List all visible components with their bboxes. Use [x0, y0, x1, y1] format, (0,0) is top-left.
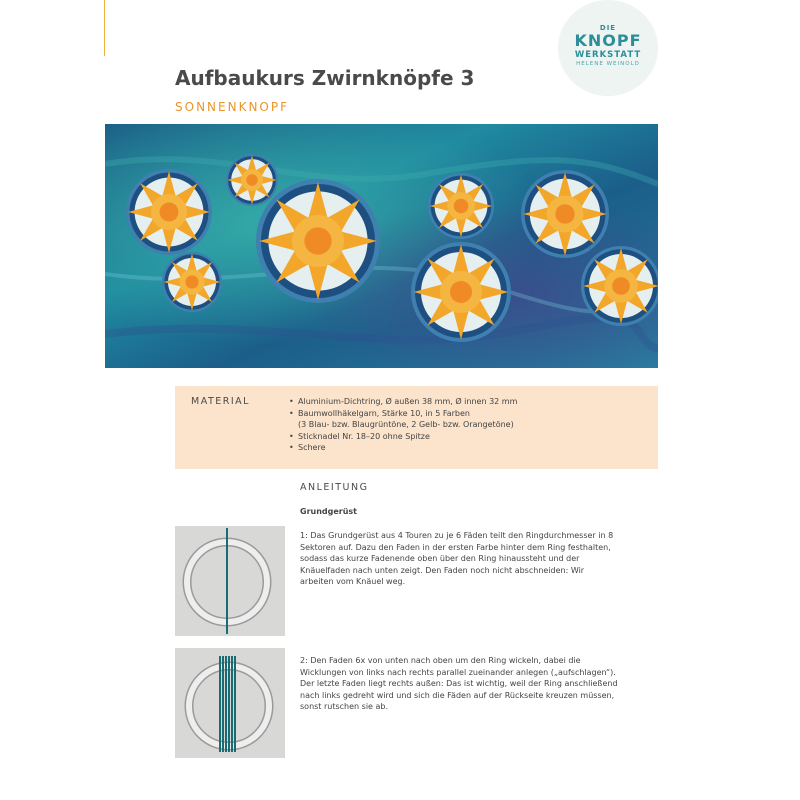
brand-logo — [558, 0, 658, 96]
page-title: Aufbaukurs Zwirnknöpfe 3 — [175, 66, 475, 90]
hero-photo — [105, 124, 658, 368]
material-label: MATERIAL — [191, 396, 250, 407]
material-list — [287, 396, 517, 454]
material-item: • Baumwollhäkelgarn, Stärke 10, in 5 Farben — [298, 408, 517, 420]
margin-rule — [104, 0, 105, 56]
instructions-heading: ANLEITUNG — [300, 482, 369, 493]
logo-die: DIE — [599, 24, 617, 32]
logo-knopf: KNOPF — [574, 31, 642, 50]
logo-name: HELENE WEINOLD — [576, 61, 640, 67]
material-item: • Schere — [298, 442, 517, 454]
material-item: • Aluminium-Dichtring, Ø außen 38 mm, Ø innen 32 mm — [298, 396, 517, 408]
material-item-note: (3 Blau- bzw. Blaugrüntöne, 2 Gelb- bzw. Orangetöne) — [298, 420, 514, 429]
material-box — [175, 386, 658, 469]
logo-werkstatt: WERKSTATT — [574, 50, 642, 60]
page-subtitle: SONNENKNOPF — [175, 100, 290, 114]
section-heading: Grundgerüst — [300, 507, 358, 516]
material-item: • Sticknadel Nr. 18–20 ohne Spitze — [298, 431, 517, 443]
step2-photo — [175, 648, 285, 758]
step1-text: 1: Das Grundgerüst aus 4 Touren zu je 6 Fäden teilt den Ringdurchmesser in 8 Sektoren auf. Dazu den Faden in der ersten Farbe hinter dem Ring festhalten, sodass das kurze Fadenende oben über den Ring hinaussteht und der Knäuelfaden nach unten zeigt. Den Faden noch nicht abschneiden: Wir arbeiten vom Knäuel weg. — [300, 531, 614, 587]
step2-text: 2: Den Faden 6x von unten nach oben um den Ring wickeln, dabei die Wicklungen von links nach rechts parallel zueinander anlegen („aufschlagen“). Der letzte Faden liegt rechts außen: Das ist wichtig, weil der Ring anschließend nach links gedreht wird und sich die Fäden auf der Rückseite kreuzen müssen, sonst rutschen sie ab. — [300, 656, 618, 712]
step1-photo — [175, 526, 285, 636]
